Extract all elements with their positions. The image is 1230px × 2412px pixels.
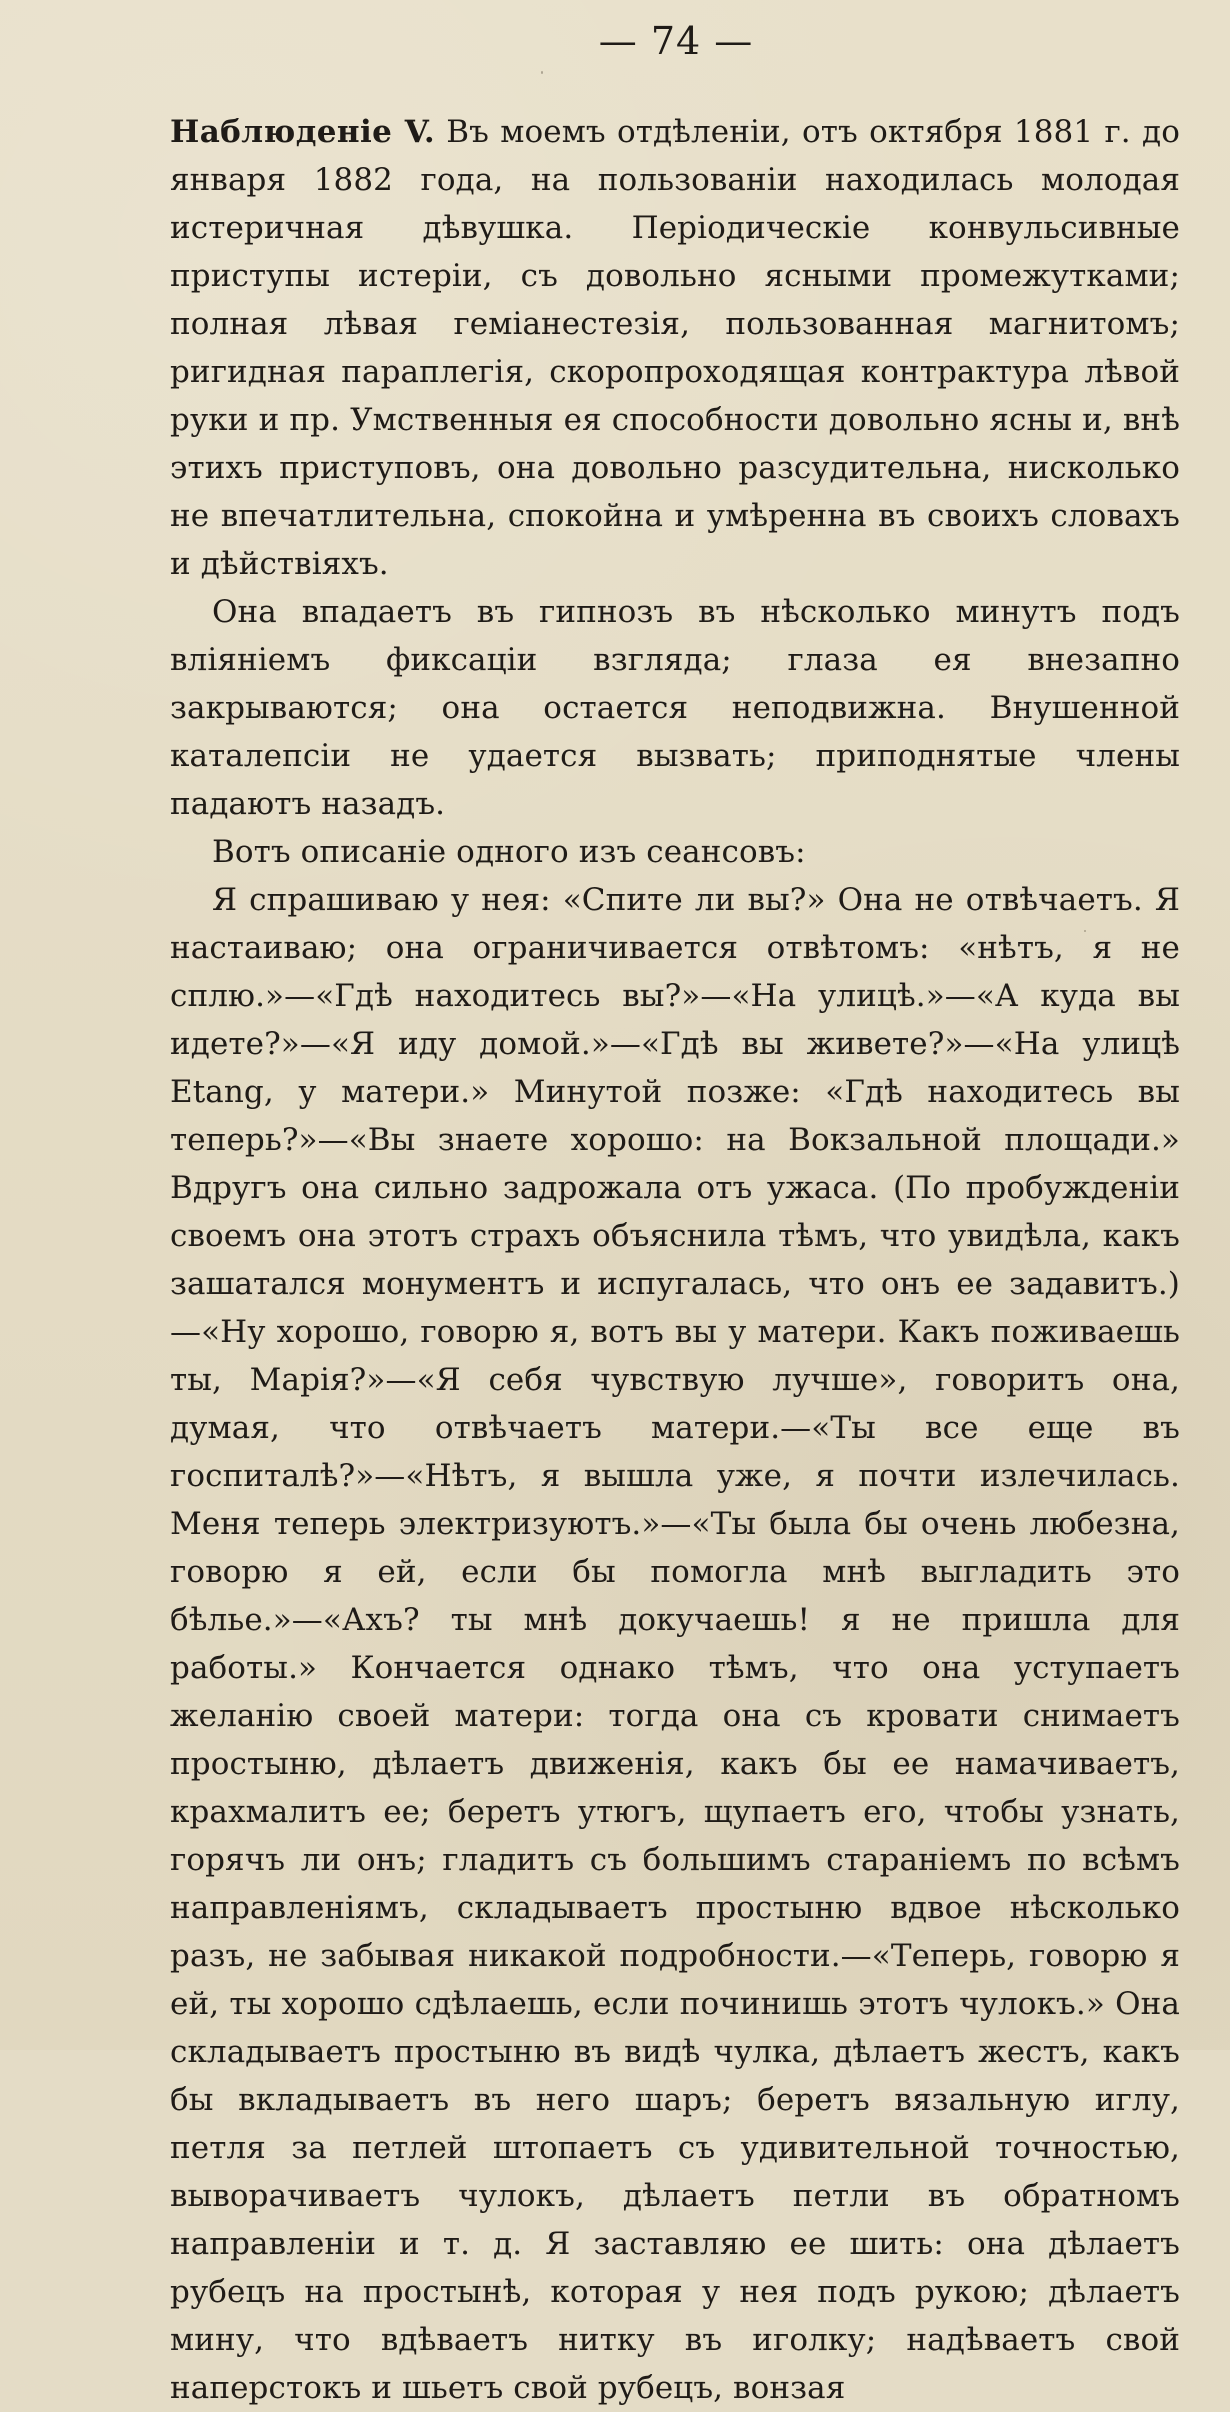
observation-intro-text: Въ моемъ отдѣленіи, отъ октября 1881 г. до января 1882 года, на пользованіи находилась молодая истеричная дѣвушка. Періодическіе конвульсивные приступы истеріи, съ довольно ясными промежутками; полная лѣвая геміанестезія, пользованная магнитомъ; ригидная параплегія, скоропроходящая контрактура лѣвой руки и пр. Умственныя ея способности довольно ясны и, внѣ этихъ приступовъ, она довольно разсудительна, нисколько не впечатлительна, спокойна и умѣренна въ своихъ словахъ и дѣйствіяхъ. (170, 114, 1180, 582)
paper-speck (541, 71, 543, 74)
body-text (170, 108, 1180, 2412)
observation-paragraph (170, 108, 1180, 588)
observation-heading: Наблюденіе V. (170, 114, 436, 150)
paper-speck (1164, 1243, 1166, 1245)
session-intro-paragraph: Вотъ описаніе одного изъ сеансовъ: (212, 834, 806, 870)
hypnosis-paragraph: Она впадаетъ въ гипнозъ въ нѣсколько минутъ подъ вліяніемъ фиксаціи взгляда; глаза ея внезапно закрываются; она остается неподвижна. Внушенной каталепсіи не удается вызвать; приподнятые члены падаютъ назадъ. (170, 594, 1180, 822)
session-dialogue-paragraph: Я спрашиваю у нея: «Спите ли вы?» Она не отвѣчаетъ. Я настаиваю; она ограничивается отвѣтомъ: «нѣтъ, я не сплю.»—«Гдѣ находитесь вы?»—«На улицѣ.»—«А куда вы идете?»—«Я иду домой.»—«Гдѣ вы живете?»—«На улицѣ Etang, у матери.» Минутой позже: «Гдѣ находитесь вы теперь?»—«Вы знаете хорошо: на Вокзальной площади.» Вдругъ она сильно задрожала отъ ужаса. (По пробужденіи своемъ она этотъ страхъ объяснила тѣмъ, что увидѣла, какъ зашатался монументъ и испугалась, что онъ ее задавитъ.)—«Ну хорошо, говорю я, вотъ вы у матери. Какъ поживаешь ты, Марія?»—«Я себя чувствую лучше», говоритъ она, думая, что отвѣчаетъ матери.—«Ты все еще въ госпиталѣ?»—«Нѣтъ, я вышла уже, я почти излечилась. Меня теперь электризуютъ.»—«Ты была бы очень любезна, говорю я ей, если бы помогла мнѣ выгладить это бѣлье.»—«Ахъ? ты мнѣ докучаешь! я не пришла для работы.» Кончается однако тѣмъ, что она уступаетъ желанію своей матери: тогда она съ кровати снимаетъ простыню, дѣлаетъ движенія, какъ бы ее намачиваетъ, крахмалитъ ее; беретъ утюгъ, щупаетъ его, чтобы узнать, горячъ ли онъ; гладитъ съ большимъ стараніемъ по всѣмъ направленіямъ, складываетъ простыню вдвое нѣсколько разъ, не забывая никакой подробности.—«Теперь, говорю я ей, ты хорошо сдѣлаешь, если починишь этотъ чулокъ.» Она складываетъ простыню въ видѣ чулка, дѣлаетъ жестъ, какъ бы вкладываетъ въ него шаръ; беретъ вязальную иглу, петля за петлей штопаетъ съ удивительной точностью, выворачиваетъ чулокъ, дѣлаетъ петли въ обратномъ направленіи и т. д. Я заставляю ее шить: она дѣлаетъ рубецъ на простынѣ, которая у нея подъ рукою; дѣлаетъ мину, что вдѣваетъ нитку въ иголку; надѣваетъ свой наперстокъ и шьетъ свой рубецъ, вонзая (170, 882, 1180, 2406)
page-number: — 74 — (598, 19, 754, 63)
paper-speck (1084, 930, 1086, 932)
